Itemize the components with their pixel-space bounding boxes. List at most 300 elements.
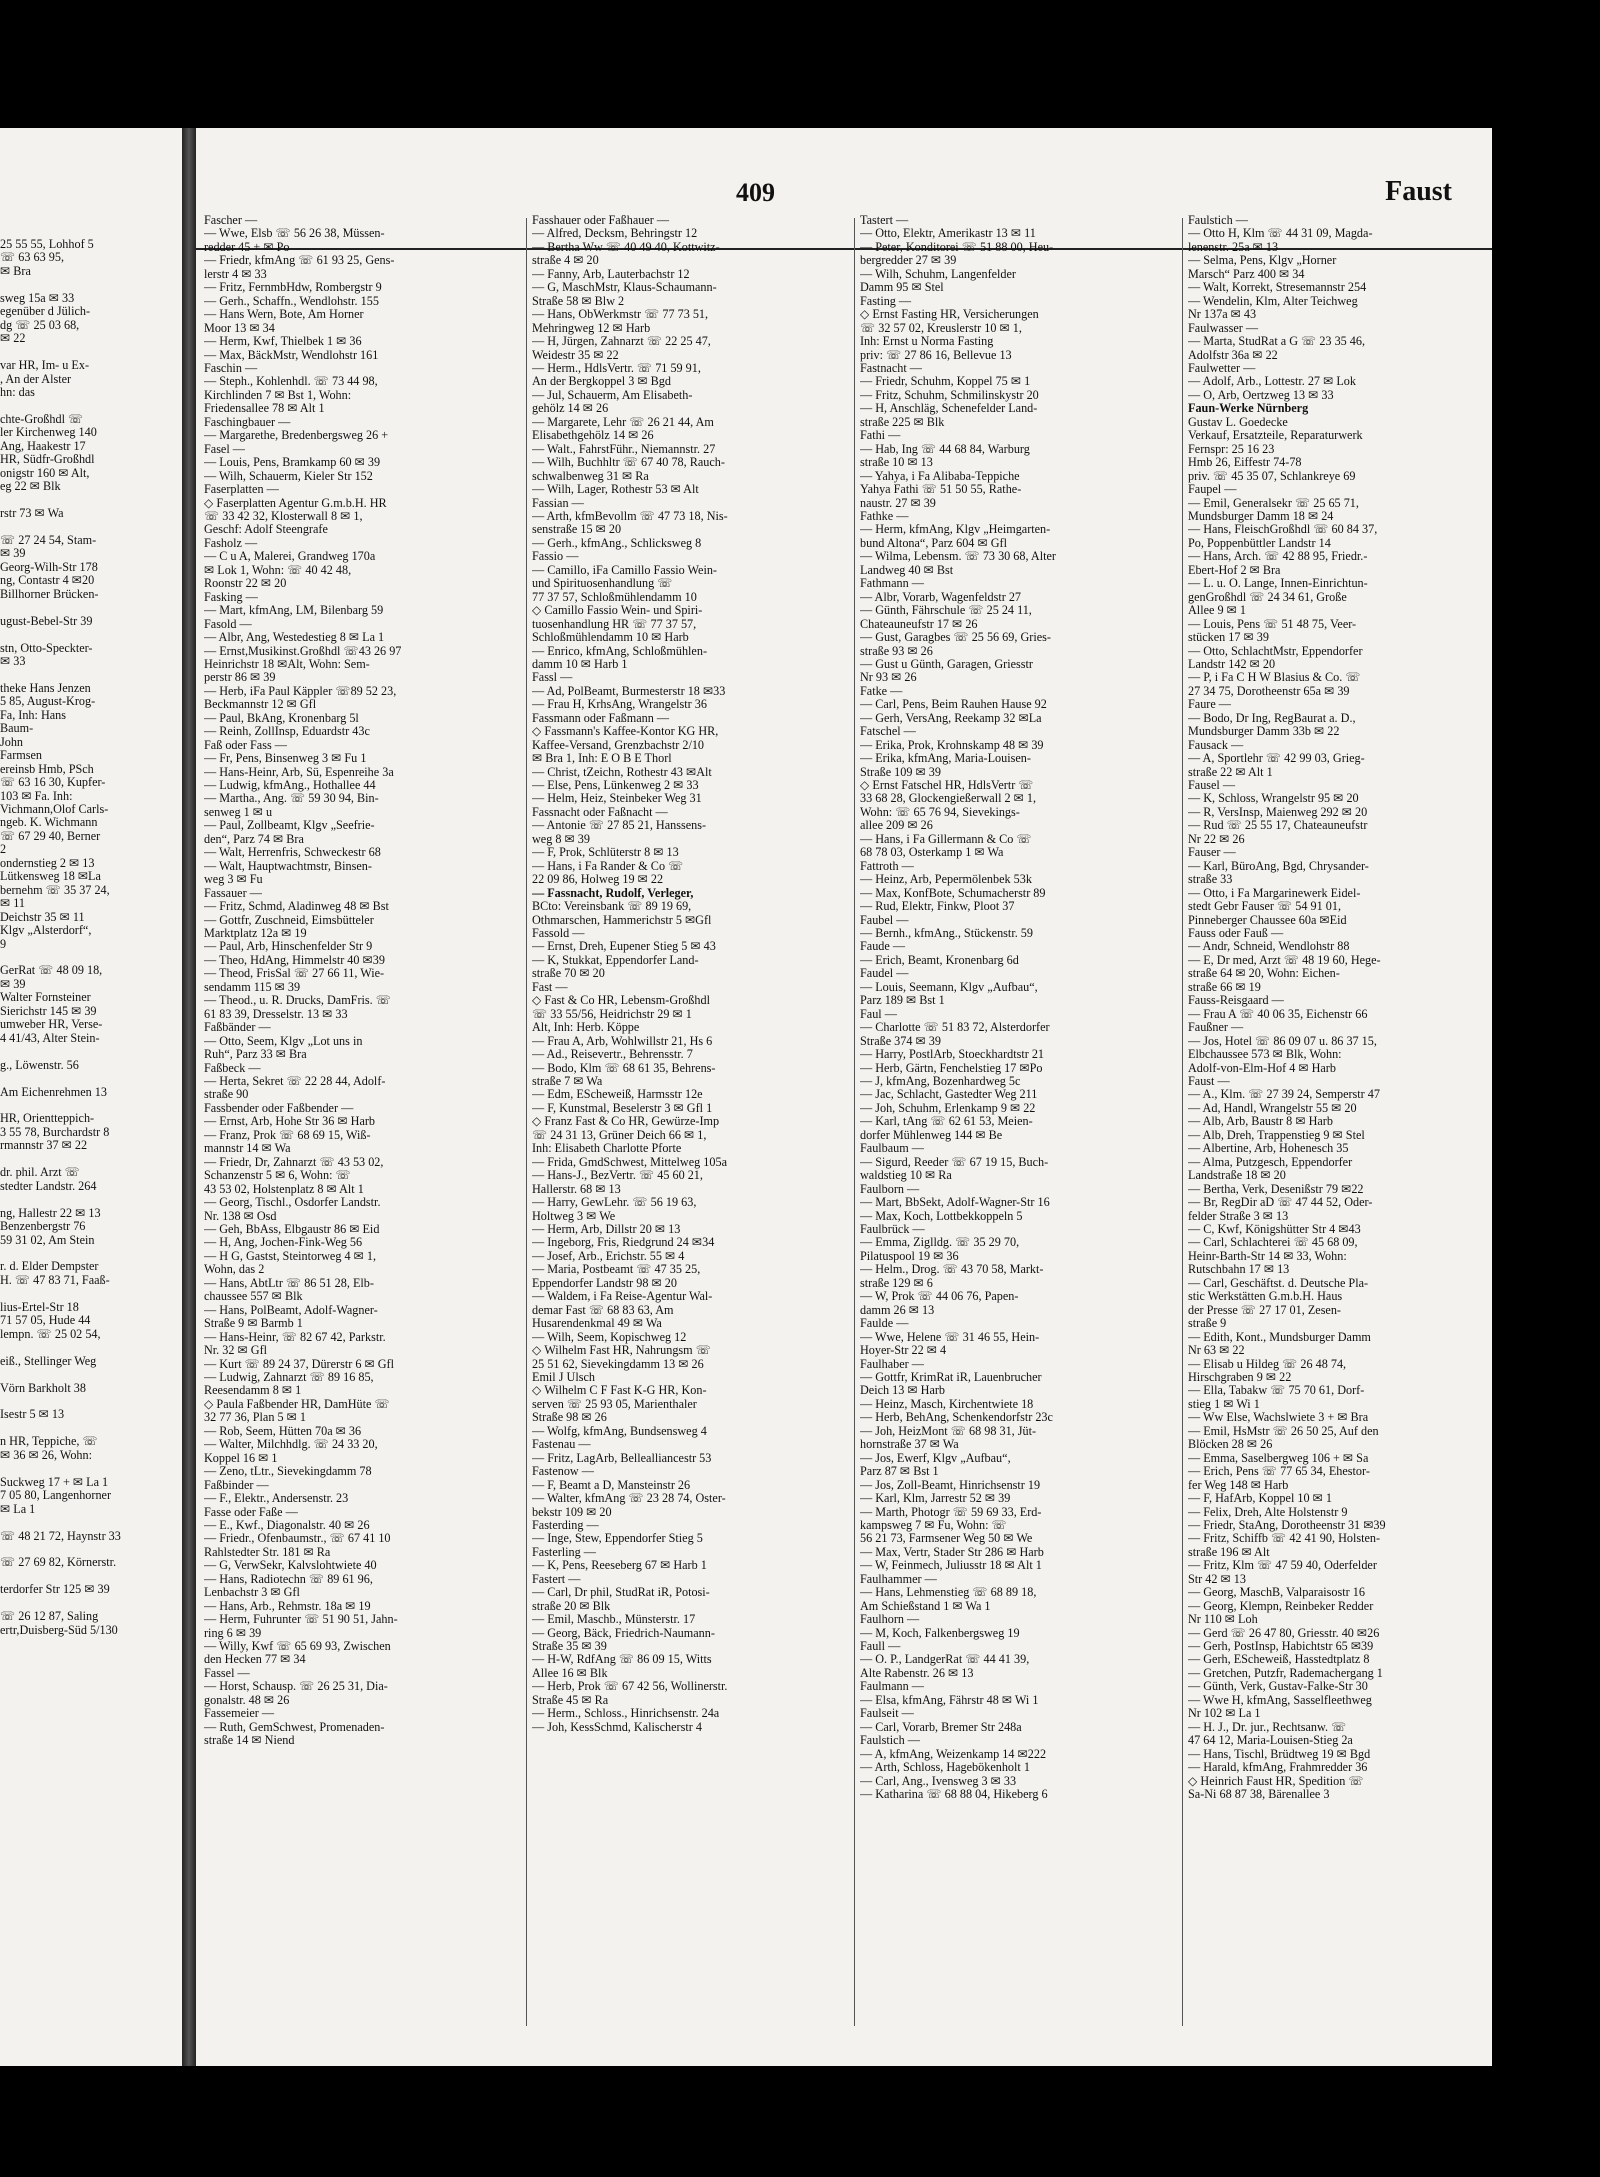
directory-line: — Josef, Arb., Erichstr. 55 ✉ 4 xyxy=(532,1248,685,1263)
directory-line xyxy=(0,346,178,359)
directory-line: — Herm, Fuhrunter ☏ 51 90 51, Jahn- xyxy=(204,1612,398,1627)
directory-line: — Max, KonfBote, Schumacherstr 89 xyxy=(860,885,1046,900)
directory-line: straße 10 ✉ 13 xyxy=(860,455,933,470)
directory-line: Fasterling — xyxy=(532,1544,596,1559)
directory-line: r. d. Elder Dempster xyxy=(0,1259,99,1274)
directory-line: — Marta, StudRat a G ☏ 23 35 46, xyxy=(1188,334,1366,349)
directory-line: — Hans, Tischl, Brüdtweg 19 ✉ Bgd xyxy=(1188,1746,1371,1761)
directory-line: Baum- xyxy=(0,721,34,736)
directory-line: tuosenhandlung HR ☏ 77 37 57, xyxy=(532,616,697,631)
directory-line: Rahlstedter Str. 181 ✉ Ra xyxy=(204,1544,331,1559)
directory-line: — Walt., FahrstFühr., Niemannstr. 27 xyxy=(532,441,716,456)
directory-line: Pilatuspool 19 ✉ 36 xyxy=(860,1248,959,1263)
directory-line: ✉ 39 xyxy=(0,546,26,561)
directory-line: Faß oder Fass — xyxy=(204,737,287,752)
directory-line: — Jos, Ewerf, Klgv „Aufbau“, xyxy=(860,1450,1011,1465)
column-2 xyxy=(532,214,850,1734)
directory-line: — M, Koch, Falkenbergsweg 19 xyxy=(860,1625,1020,1640)
directory-line: — Hans, PolBeamt, Adolf-Wagner- xyxy=(204,1302,378,1317)
directory-line: straße 22 ✉ Alt 1 xyxy=(1188,764,1273,779)
directory-line: — Paul, BkAng, Kronenbarg 5l xyxy=(204,710,359,725)
directory-line: Sierichstr 145 ✉ 39 xyxy=(0,1003,97,1018)
directory-line: Hmb 26, Eiffestr 74-78 xyxy=(1188,455,1302,470)
left-column xyxy=(0,238,178,1637)
directory-line: senstraße 15 ✉ 20 xyxy=(532,522,622,537)
directory-line: priv. ☏ 45 35 07, Schlankreye 69 xyxy=(1188,468,1356,483)
directory-line: — Steph., Kohlenhdl. ☏ 73 44 98, xyxy=(204,374,378,389)
directory-line: Faschin — xyxy=(204,360,258,375)
directory-line: — Selma, Pens, Klgv „Horner xyxy=(1188,253,1337,268)
directory-line: — Max, BäckMstr, Wendlohstr 161 xyxy=(204,347,379,362)
column-divider xyxy=(1182,218,1183,2026)
directory-line: — R, VersInsp, Maienweg 292 ✉ 20 xyxy=(1188,804,1368,819)
directory-line: 22 09 86, Holweg 19 ✉ 22 xyxy=(532,872,664,887)
directory-line xyxy=(0,951,178,964)
directory-line: — Elisab u Hildeg ☏ 26 48 74, xyxy=(1188,1356,1347,1371)
directory-line: gehölz 14 ✉ 26 xyxy=(532,401,609,416)
directory-line: — Arth, kfmBevollm ☏ 47 73 18, Nis- xyxy=(532,508,728,523)
directory-line: Fassold — xyxy=(532,926,585,941)
directory-line: Mundsburger Damm 18 ✉ 24 xyxy=(1188,508,1334,523)
directory-line: chte-Großhdl ☏ xyxy=(0,411,84,426)
directory-line: — Joh, Schuhm, Erlenkamp 9 ✉ 22 xyxy=(860,1100,1036,1115)
directory-line: — Felix, Dreh, Alte Holstenstr 9 xyxy=(1188,1504,1348,1519)
directory-line: Elbchaussee 573 ✉ Blk, Wohn: xyxy=(1188,1047,1342,1062)
directory-line: — Louis, Pens ☏ 51 48 75, Veer- xyxy=(1188,616,1357,631)
directory-line: Straße 109 ✉ 39 xyxy=(860,764,941,779)
directory-line: 5 85, August-Krog- xyxy=(0,694,96,709)
directory-line: — Edm, EScheweiß, Harmsstr 12e xyxy=(532,1087,703,1102)
directory-line: — Friedr, Dr, Zahnarzt ☏ 43 53 02, xyxy=(204,1154,384,1169)
directory-line: Allee 16 ✉ Blk xyxy=(532,1665,608,1680)
directory-line: — Otto, Seem, Klgv „Lot uns in xyxy=(204,1033,363,1048)
directory-line: Mundsburger Damm 33b ✉ 22 xyxy=(1188,724,1340,739)
directory-line xyxy=(0,1422,178,1435)
directory-line: — Gerh, PostInsp, Habichtstr 65 ✉39 xyxy=(1188,1639,1374,1654)
directory-line: Fasholz — xyxy=(204,535,258,550)
directory-line: dg ☏ 25 03 68, xyxy=(0,317,80,332)
directory-line: Koppel 16 ✉ 1 xyxy=(204,1450,278,1465)
directory-line: — Günth, Fährschule ☏ 25 24 11, xyxy=(860,603,1032,618)
directory-line: Faul — xyxy=(860,1006,897,1021)
directory-line: Holtweg 3 ✉ We xyxy=(532,1208,616,1223)
directory-line: Inh: Ernst u Norma Fasting xyxy=(860,334,994,349)
directory-line: Straße 374 ✉ 39 xyxy=(860,1033,941,1048)
directory-line: — H, Jürgen, Zahnarzt ☏ 22 25 47, xyxy=(532,334,711,349)
directory-line: Fassauer — xyxy=(204,885,262,900)
directory-line: Hirschgraben 9 ✉ 22 xyxy=(1188,1369,1292,1384)
directory-line: 47 64 12, Maria-Louisen-Stieg 2a xyxy=(1188,1733,1353,1748)
directory-line: Parz 87 ✉ Bst 1 xyxy=(860,1464,939,1479)
directory-line: den Hecken 77 ✉ 34 xyxy=(204,1652,306,1667)
directory-line: Inh: Elisabeth Charlotte Pforte xyxy=(532,1141,682,1156)
directory-line: ✉ 33 xyxy=(0,654,26,669)
directory-line: theke Hans Jenzen xyxy=(0,680,91,695)
directory-line: Ang, Haakestr 17 xyxy=(0,438,86,453)
directory-line: Fast — xyxy=(532,979,568,994)
directory-line: ✉ 36 ✉ 26, Wohn: xyxy=(0,1447,93,1462)
directory-line: Farmsen xyxy=(0,748,42,763)
directory-line: felder Straße 3 ✉ 13 xyxy=(1188,1208,1289,1223)
directory-line: — Wwe, Elsb ☏ 56 26 38, Müssen- xyxy=(204,226,385,241)
directory-line: straße 196 ✉ Alt xyxy=(1188,1544,1270,1559)
directory-line: Fassio — xyxy=(532,549,579,564)
directory-line: Fathi — xyxy=(860,428,901,443)
directory-line: straße 7 ✉ Wa xyxy=(532,1074,603,1088)
directory-line: Allee 9 ✉ 1 xyxy=(1188,603,1246,618)
directory-line: — Albr, Vorarb, Wagenfeldstr 27 xyxy=(860,589,1022,604)
directory-line: Faßbinder — xyxy=(204,1477,269,1492)
directory-line: ◇ Faserplatten Agentur G.m.b.H. HR xyxy=(204,495,387,510)
directory-line: — Fritz, LagArb, Bellealliancestr 53 xyxy=(532,1450,712,1465)
directory-line xyxy=(0,1287,178,1300)
directory-line: — Alb, Dreh, Trappenstieg 9 ✉ Stel xyxy=(1188,1127,1365,1142)
directory-line: — C u A, Malerei, Grandweg 170a xyxy=(204,549,376,564)
directory-line: Fausack — xyxy=(1188,737,1244,752)
directory-line: — Margarete, Lehr ☏ 26 21 44, Am xyxy=(532,414,714,429)
directory-line: — Hans, Arch. ☏ 42 88 95, Friedr.- xyxy=(1188,549,1368,564)
directory-line: ng, Contastr 4 ✉20 xyxy=(0,573,95,588)
directory-line: Faulborn — xyxy=(860,1181,920,1196)
directory-line: Landweg 40 ✉ Bst xyxy=(860,562,954,577)
directory-line: Parz 189 ✉ Bst 1 xyxy=(860,993,945,1008)
directory-line: Faude — xyxy=(860,939,906,954)
directory-line: ☏ 33 42 32, Klosterwall 8 ✉ 1, xyxy=(204,508,363,523)
directory-line: Nr 137a ✉ 43 xyxy=(1188,307,1257,322)
directory-line: — Harry, GewLehr. ☏ 56 19 63, xyxy=(532,1195,697,1210)
directory-line: Faure — xyxy=(1188,697,1231,712)
directory-line: — G, MaschMstr, Klaus-Schaumann- xyxy=(532,280,717,295)
directory-line: Faun-Werke Nürnberg xyxy=(1188,401,1309,416)
directory-line: sendamm 115 ✉ 39 xyxy=(204,979,301,994)
directory-line: — Rob, Seem, Hütten 70a ✉ 36 xyxy=(204,1423,362,1438)
directory-line: — Otto, SchlachtMstr, Eppendorfer xyxy=(1188,643,1363,658)
directory-line: Nr 22 ✉ 26 xyxy=(1188,831,1245,846)
directory-line: — Hab, Ing ☏ 44 68 84, Warburg xyxy=(860,441,1030,456)
directory-line: — Herta, Sekret ☏ 22 28 44, Adolf- xyxy=(204,1074,386,1088)
directory-line xyxy=(0,1516,178,1529)
directory-line: damm 10 ✉ Harb 1 xyxy=(532,656,628,671)
directory-line: ☏ 33 55/56, Heidrichstr 29 ✉ 1 xyxy=(532,1006,692,1021)
directory-line: — Katharina ☏ 68 88 04, Hikeberg 6 xyxy=(860,1787,1048,1802)
directory-line: Nr. 32 ✉ Gfl xyxy=(204,1343,268,1358)
directory-line: ☏ 27 69 82, Körnerstr. xyxy=(0,1555,117,1570)
directory-line: Fassemeier — xyxy=(204,1706,275,1721)
directory-line: — Martha., Ang. ☏ 59 30 94, Bin- xyxy=(204,791,379,806)
directory-line: — Karl, BüroAng, Bgd, Chrysander- xyxy=(1188,858,1369,873)
directory-line: — Edith, Kont., Mundsburger Damm xyxy=(1188,1329,1371,1344)
directory-line: — Alfred, Decksm, Behringstr 12 xyxy=(532,226,698,241)
directory-line xyxy=(0,601,178,614)
directory-line: n HR, Teppiche, ☏ xyxy=(0,1434,98,1449)
directory-line: — Herm, Arb, Dillstr 20 ✉ 13 xyxy=(532,1221,681,1236)
directory-line: ring 6 ✉ 39 xyxy=(204,1625,262,1640)
directory-line: — P, i Fa C H W Blasius & Co. ☏ xyxy=(1188,670,1361,685)
directory-line: weg 8 ✉ 39 xyxy=(532,831,590,846)
directory-line: — Hans, Arb., Rehmstr. 18a ✉ 19 xyxy=(204,1598,371,1613)
directory-line: — Enrico, kfmAng, Schloßmühlen- xyxy=(532,643,707,658)
directory-line: — Heinz, Arb, Pepermölenbek 53k xyxy=(860,872,1032,887)
directory-line: — K, Schloss, Wrangelstr 95 ✉ 20 xyxy=(1188,791,1359,806)
directory-line: stücken 17 ✉ 39 xyxy=(1188,630,1269,645)
directory-line: — Arth, Schloss, Hagebökenholt 1 xyxy=(860,1760,1030,1775)
directory-line: — Heinz, Masch, Kirchentwiete 18 xyxy=(860,1396,1034,1411)
directory-line: Marktplatz 12a ✉ 19 xyxy=(204,926,307,941)
directory-line: — Joh, KessSchmd, Kalischerstr 4 xyxy=(532,1719,702,1734)
directory-line: — Wendelin, Klm, Alter Teichweg xyxy=(1188,293,1358,308)
directory-line: — Mart, BbSekt, Adolf-Wagner-Str 16 xyxy=(860,1195,1050,1210)
directory-line: — Jos, Hotel ☏ 86 09 07 u. 86 37 15, xyxy=(1188,1033,1377,1048)
directory-line: — Mart, kfmAng, LM, Bilenbarg 59 xyxy=(204,603,384,618)
directory-line: Rutschbahn 17 ✉ 13 xyxy=(1188,1262,1290,1277)
directory-line: — J, kfmAng, Bozenhardweg 5c xyxy=(860,1074,1021,1088)
directory-line: chaussee 557 ✉ Blk xyxy=(204,1289,303,1304)
directory-line: lempn. ☏ 25 02 54, xyxy=(0,1326,101,1341)
directory-line: — A., Klm. ☏ 27 39 24, Semperstr 47 xyxy=(1188,1087,1380,1102)
directory-line: hornstraße 37 ✉ Wa xyxy=(860,1437,959,1452)
directory-line: Kaffee-Versand, Grenzbachstr 2/10 xyxy=(532,737,705,752)
directory-line: straße 64 ✉ 20, Wohn: Eichen- xyxy=(1188,966,1340,981)
directory-line: Am Schießstand 1 ✉ Wa 1 xyxy=(860,1598,991,1613)
directory-line: Fattroth — xyxy=(860,858,914,873)
directory-line: — Karl, tAng ☏ 62 61 53, Meien- xyxy=(860,1114,1033,1129)
directory-line: — Joh, HeizMont ☏ 68 98 31, Jüt- xyxy=(860,1423,1037,1438)
directory-line: Po, Poppenbüttler Landstr 14 xyxy=(1188,535,1331,550)
directory-line: Tastert — xyxy=(860,214,909,227)
directory-line xyxy=(0,1153,178,1166)
directory-line: — F., Elektr., Andersenstr. 23 xyxy=(204,1491,349,1506)
directory-line: straße 93 ✉ 26 xyxy=(860,643,933,658)
directory-line: Moor 13 ✉ 34 xyxy=(204,320,275,335)
directory-line: — Max, Vertr, Stader Str 286 ✉ Harb xyxy=(860,1544,1044,1559)
directory-line: Faußner — xyxy=(1188,1020,1244,1035)
directory-line: — Georg, Klempn, Reinbeker Redder xyxy=(1188,1598,1374,1613)
directory-line: ☏ 27 24 54, Stam- xyxy=(0,532,97,547)
directory-line: ler Kirchenweg 140 xyxy=(0,425,97,440)
directory-line: und Spirituosenhandlung ☏ xyxy=(532,576,673,591)
directory-line: — Fassnacht, Rudolf, Verleger, xyxy=(532,885,694,900)
directory-line: g., Löwenstr. 56 xyxy=(0,1057,79,1072)
directory-line: Faulbrück — xyxy=(860,1221,925,1236)
directory-line: — F, Kunstmal, Beselerstr 3 ✉ Gfl 1 xyxy=(532,1100,713,1115)
directory-line: straße 90 xyxy=(204,1087,249,1102)
directory-line: senweg 1 ✉ u xyxy=(204,804,273,819)
directory-line: Faubel — xyxy=(860,912,909,927)
page-number: 409 xyxy=(736,178,775,207)
directory-line: Weidestr 35 ✉ 22 xyxy=(532,347,619,362)
directory-line: Straße 58 ✉ Blw 2 xyxy=(532,293,625,308)
directory-line: — E, Dr med, Arzt ☏ 48 19 60, Hege- xyxy=(1188,952,1381,967)
directory-line: — Frau A, Arb, Wohlwillstr 21, Hs 6 xyxy=(532,1033,713,1048)
directory-line: Fatschel — xyxy=(860,724,916,739)
directory-line: ✉ 11 xyxy=(0,896,25,911)
directory-line: — F, HafArb, Koppel 10 ✉ 1 xyxy=(1188,1491,1332,1506)
directory-line: — Georg, Tischl., Osdorfer Landstr. xyxy=(204,1195,381,1210)
directory-line: ☏ 26 12 87, Saling xyxy=(0,1609,99,1624)
directory-line: 33 68 28, Glockengießerwall 2 ✉ 1, xyxy=(860,791,1037,806)
directory-line: — Günth, Verk, Gustav-Falke-Str 30 xyxy=(1188,1679,1368,1694)
directory-line: — Emma, Ziglldg. ☏ 35 29 70, xyxy=(860,1235,1020,1250)
directory-line: — A, Sportlehr ☏ 42 99 03, Grieg- xyxy=(1188,751,1365,766)
directory-line: — Carl, Ang., Ivensweg 3 ✉ 33 xyxy=(860,1773,1017,1788)
directory-line: Yahya Fathi ☏ 51 50 55, Rathe- xyxy=(860,482,1022,497)
directory-line: — Paul, Arb, Hinschenfelder Str 9 xyxy=(204,939,373,954)
column-divider xyxy=(854,218,855,2026)
directory-line: — Fritz, Schiffb ☏ 42 41 90, Holsten- xyxy=(1188,1531,1381,1546)
directory-line: — C, Kwf, Königshütter Str 4 ✉43 xyxy=(1188,1221,1361,1236)
directory-line: — Wilh, Schuhm, Langenfelder xyxy=(860,266,1016,281)
directory-line: — Charlotte ☏ 51 83 72, Alsterdorfer xyxy=(860,1020,1050,1035)
directory-line: Faulde — xyxy=(860,1316,909,1331)
directory-line: — Walter, kfmAng ☏ 23 28 74, Oster- xyxy=(532,1491,726,1506)
directory-line: — Walt, Hauptwachtmstr, Binsen- xyxy=(204,858,372,873)
directory-line: Fassnacht oder Faßnacht — xyxy=(532,804,668,819)
directory-line: — Ruth, GemSchwest, Promenaden- xyxy=(204,1719,385,1734)
directory-line: — Friedr, StaAng, Dorotheenstr 31 ✉39 xyxy=(1188,1517,1386,1532)
directory-line: ertr,Duisberg-Süd 5/130 xyxy=(0,1622,118,1637)
directory-line xyxy=(0,1570,178,1583)
directory-page xyxy=(196,128,1492,2066)
directory-line: — Emil, HsMstr ☏ 26 50 25, Auf den xyxy=(1188,1423,1379,1438)
directory-line: Faulbaum — xyxy=(860,1141,924,1156)
directory-line: — Gretchen, Putzfr, Rademachergang 1 xyxy=(1188,1665,1383,1680)
directory-line: — Geh, BbAss, Elbgaustr 86 ✉ Eid xyxy=(204,1221,380,1236)
directory-line: Emil J Ulsch xyxy=(532,1369,595,1384)
directory-line xyxy=(0,628,178,641)
directory-line: 2 xyxy=(0,842,7,857)
directory-line: H. ☏ 47 83 71, Faaß- xyxy=(0,1272,110,1287)
directory-line: — Adolf, Arb., Lottestr. 27 ✉ Lok xyxy=(1188,374,1356,389)
directory-line: — Ww Else, Wachslwiete 3 + ✉ Bra xyxy=(1188,1410,1369,1425)
directory-line: Verkauf, Ersatzteile, Reparaturwerk xyxy=(1188,428,1363,443)
directory-line: — A, kfmAng, Weizenkamp 14 ✉222 xyxy=(860,1746,1047,1761)
directory-line: Faserplatten — xyxy=(204,482,279,497)
directory-line: — Emil, Generalsekr ☏ 25 65 71, xyxy=(1188,495,1359,510)
directory-line: Fassbender oder Faßbender — xyxy=(204,1100,354,1115)
directory-line: — Erika, kfmAng, Maria-Louisen- xyxy=(860,751,1031,766)
directory-line xyxy=(0,1099,178,1112)
running-head: Faust xyxy=(1385,176,1452,207)
directory-line: — Maria, Postbeamt ☏ 47 35 25, xyxy=(532,1262,701,1277)
directory-line: ☏ 63 16 30, Kupfer- xyxy=(0,775,106,790)
directory-line: Alte Rabenstr. 26 ✉ 13 xyxy=(860,1665,974,1680)
directory-line: — Frau A ☏ 40 06 35, Eichenstr 66 xyxy=(1188,1006,1368,1021)
directory-line: ✉ Bra xyxy=(0,263,31,278)
directory-line: — Alb, Arb, Baustr 8 ✉ Harb xyxy=(1188,1114,1333,1129)
directory-line: — Camillo, iFa Camillo Fassio Wein- xyxy=(532,562,717,577)
directory-line: Heinrichstr 18 ✉Alt, Wohn: Sem- xyxy=(204,656,370,671)
directory-line: ☏ 32 57 02, Kreuslerstr 10 ✉ 1, xyxy=(860,320,1022,335)
directory-line: priv: ☏ 27 86 16, Bellevue 13 xyxy=(860,347,1012,362)
directory-line xyxy=(0,1395,178,1408)
directory-line: — Ludwig, kfmAng., Hothallee 44 xyxy=(204,778,376,793)
directory-line: Alt, Inh: Herb. Köppe xyxy=(532,1020,640,1035)
directory-line: Fauss-Reisgaard — xyxy=(1188,993,1284,1008)
directory-line: Fathke — xyxy=(860,508,909,523)
directory-line: — Erika, Prok, Krohnskamp 48 ✉ 39 xyxy=(860,737,1044,752)
directory-line: Adolf-von-Elm-Hof 4 ✉ Harb xyxy=(1188,1060,1336,1075)
directory-line: redder 45 + ✉ Po xyxy=(204,239,290,254)
directory-line: Straße 98 ✉ 26 xyxy=(532,1410,607,1425)
directory-line: — Br, RegDir aD ☏ 47 44 52, Oder- xyxy=(1188,1195,1373,1210)
directory-line: — Franz, Prok ☏ 68 69 15, Wiß- xyxy=(204,1127,371,1142)
directory-line xyxy=(0,1597,178,1610)
directory-line: Adolfstr 36a ✉ 22 xyxy=(1188,347,1278,362)
directory-line: Fathmann — xyxy=(860,576,924,591)
directory-line: — Ella, Tabakw ☏ 75 70 61, Dorf- xyxy=(1188,1383,1365,1398)
directory-line: egenüber d Jülich- xyxy=(0,304,91,319)
directory-line: stedter Landstr. 264 xyxy=(0,1178,97,1193)
directory-line: — H G, Gastst, Steintorweg 4 ✉ 1, xyxy=(204,1248,377,1263)
directory-line: Landstraße 18 ✉ 20 xyxy=(1188,1168,1286,1183)
directory-line: Fauser — xyxy=(1188,845,1236,860)
directory-line: Faschingbauer — xyxy=(204,414,291,429)
directory-line: — H, Anschläg, Schenefelder Land- xyxy=(860,401,1038,416)
directory-line: — Hans-Heinr, Arb, Sü, Espenreihe 3a xyxy=(204,764,394,779)
directory-line: straße 20 ✉ Blk xyxy=(532,1598,611,1613)
directory-line: Fassmann oder Faßmann — xyxy=(532,710,670,725)
directory-line: — Bernh., kfmAng., Stückenstr. 59 xyxy=(860,926,1033,941)
directory-line: Sa-Ni 68 87 38, Bärenallee 3 xyxy=(1188,1787,1330,1802)
directory-line: Faulhammer — xyxy=(860,1571,937,1586)
directory-line: — K, Stukkat, Eppendorfer Land- xyxy=(532,952,699,967)
directory-line: allee 209 ✉ 26 xyxy=(860,818,933,833)
directory-line: eg 22 ✉ Blk xyxy=(0,479,61,494)
directory-line: dr. phil. Arzt ☏ xyxy=(0,1165,80,1180)
directory-line: — Sigurd, Reeder ☏ 67 19 15, Buch- xyxy=(860,1154,1049,1169)
directory-line: ◇ Ernst Fatschel HR, HdlsVertr ☏ xyxy=(860,778,1034,793)
directory-line: — Friedr, Schuhm, Koppel 75 ✉ 1 xyxy=(860,374,1031,389)
book-gutter xyxy=(182,128,196,2066)
directory-line: stic Werkstätten G.m.b.H. Haus xyxy=(1188,1289,1343,1304)
directory-line xyxy=(0,494,178,507)
directory-line: Landstr 142 ✉ 20 xyxy=(1188,656,1276,671)
directory-line: — Ludwig, Zahnarzt ☏ 89 16 85, xyxy=(204,1369,374,1384)
directory-line: — Carl, Vorarb, Bremer Str 248a xyxy=(860,1719,1022,1734)
directory-line: straße 9 xyxy=(1188,1316,1227,1331)
directory-line: Geschf: Adolf Steengrafe xyxy=(204,522,328,537)
directory-line: — H, Ang, Jochen-Fink-Weg 56 xyxy=(204,1235,363,1250)
directory-line: — Fritz, Schuhm, Schmilinskystr 20 xyxy=(860,387,1039,402)
directory-line: — Jac, Schlacht, Gastedter Weg 211 xyxy=(860,1087,1038,1102)
directory-line: Faulseit — xyxy=(860,1706,914,1721)
directory-line: eiß., Stellinger Weg xyxy=(0,1353,97,1368)
directory-line: 103 ✉ Fa. Inh: xyxy=(0,788,73,803)
directory-line: — Karl, Klm, Jarrestr 52 ✉ 39 xyxy=(860,1491,1011,1506)
directory-line: — Albr, Ang, Westedestieg 8 ✉ La 1 xyxy=(204,630,385,645)
directory-line: ✉ 39 xyxy=(0,976,26,991)
directory-line: var HR, Im- u Ex- xyxy=(0,358,90,373)
directory-line: — Bertha Ww ☏ 40 49 40, Kottwitz- xyxy=(532,239,720,254)
directory-line: Hallerstr. 68 ✉ 13 xyxy=(532,1181,621,1196)
directory-line: Fastenau — xyxy=(532,1437,591,1452)
directory-line: lius-Ertel-Str 18 xyxy=(0,1299,79,1314)
directory-line: — Herb, Gärtn, Fenchelstieg 17 ✉Po xyxy=(860,1060,1043,1075)
directory-line: — Carl, Dr phil, StudRat iR, Potosi- xyxy=(532,1585,710,1600)
directory-line: Faulwasser — xyxy=(1188,320,1259,335)
directory-line: — Walt, Herrenfris, Schweckestr 68 xyxy=(204,845,381,860)
directory-line: — Christ, tZeichn, Rothestr 43 ✉Alt xyxy=(532,764,712,779)
directory-line: Fausel — xyxy=(1188,778,1236,793)
directory-line: Fasshauer oder Faßhauer — xyxy=(532,214,670,227)
directory-line: Vichmann,Olof Carls- xyxy=(0,802,109,817)
directory-line: — Ad, PolBeamt, Burmesterstr 18 ✉33 xyxy=(532,683,726,698)
directory-line: ☏ 63 63 95, xyxy=(0,250,64,265)
directory-line: , An der Alster xyxy=(0,371,72,386)
page-header xyxy=(196,168,1492,218)
directory-line: — H-W, RdfAng ☏ 86 09 15, Witts xyxy=(532,1652,712,1667)
directory-line: ondernstieg 2 ✉ 13 xyxy=(0,855,95,870)
